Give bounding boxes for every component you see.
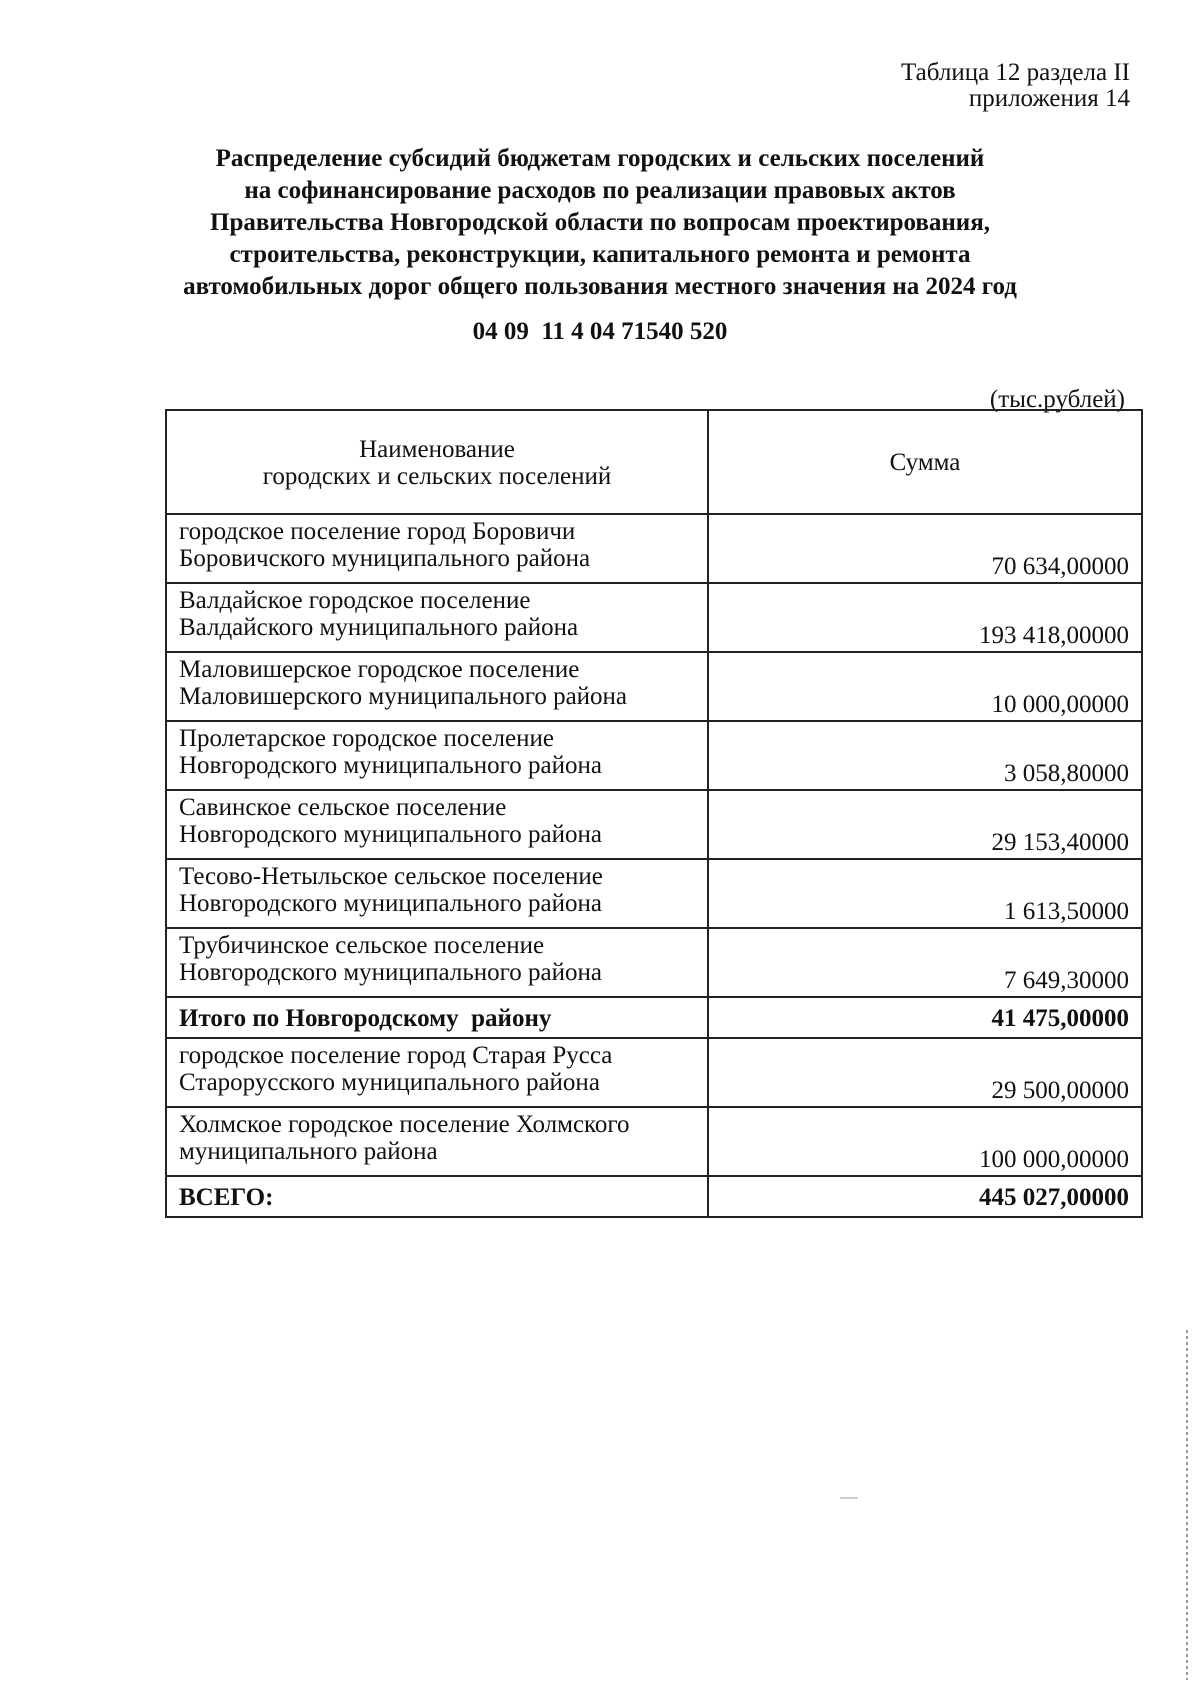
settlement-name-line2: Старорусского муниципального района <box>179 1069 600 1096</box>
settlement-sum: 193 418,00000 <box>708 583 1142 652</box>
settlement-name-line1: Валдайское городское поселение <box>179 587 531 614</box>
table-row <box>166 1038 1142 1107</box>
settlement-name-line1: Трубичинское сельское поселение <box>179 932 545 959</box>
subtotal-row <box>166 997 1142 1038</box>
table-row <box>166 721 1142 790</box>
subsidies-table <box>165 409 1143 1218</box>
settlement-sum: 10 000,00000 <box>708 652 1142 721</box>
settlement-name <box>166 928 708 997</box>
settlement-name-line2: Новгородского муниципального района <box>179 890 602 917</box>
settlement-name <box>166 721 708 790</box>
settlement-name <box>166 652 708 721</box>
subtotal-sum: 41 475,00000 <box>708 997 1142 1038</box>
settlement-name-line2: Новгородского муниципального района <box>179 821 602 848</box>
settlement-name <box>166 583 708 652</box>
settlement-name <box>166 1107 708 1176</box>
settlement-name-line1: городское поселение город Старая Русса <box>179 1042 613 1069</box>
table-row <box>166 790 1142 859</box>
grand-total-sum: 445 027,00000 <box>708 1176 1142 1217</box>
table-row <box>166 652 1142 721</box>
title-line1: Распределение субсидий бюджетам городских и сельских поселений <box>215 145 985 172</box>
settlement-name-line2: муниципального района <box>179 1138 438 1165</box>
settlement-name-line1: Пролетарское городское поселение <box>179 725 554 752</box>
table-reference <box>901 60 1130 112</box>
title-line5: автомобильных дорог общего пользования местного значения на 2024 год <box>183 273 1017 300</box>
settlement-name-line1: Холмское городское поселение Холмского <box>179 1111 630 1138</box>
column-header-name-line1: Наименование <box>359 435 515 463</box>
units-label: (тыс.рублей) <box>989 386 1125 413</box>
column-header-sum: Сумма <box>708 410 1142 514</box>
grand-total-row <box>166 1176 1142 1217</box>
settlement-sum: 70 634,00000 <box>708 514 1142 583</box>
table-header-row <box>166 410 1142 514</box>
settlement-sum: 7 649,30000 <box>708 928 1142 997</box>
settlement-sum: 3 058,80000 <box>708 721 1142 790</box>
column-header-name-line2: городских и сельских поселений <box>262 462 612 490</box>
grand-total-label: ВСЕГО: <box>166 1176 708 1217</box>
table-row <box>166 859 1142 928</box>
settlement-sum: 100 000,00000 <box>708 1107 1142 1176</box>
settlement-sum: 29 500,00000 <box>708 1038 1142 1107</box>
settlement-name-line2: Новгородского муниципального района <box>179 752 602 779</box>
column-header-name <box>166 410 708 514</box>
table-row <box>166 583 1142 652</box>
settlement-name <box>166 514 708 583</box>
settlement-sum: 1 613,50000 <box>708 859 1142 928</box>
table-row <box>166 514 1142 583</box>
settlement-name-line1: Маловишерское городское поселение <box>179 656 580 683</box>
title-line4: строительства, реконструкции, капитального ремонта и ремонта <box>229 241 971 268</box>
settlement-name-line2: Боровичского муниципального района <box>179 545 591 572</box>
table-row <box>166 928 1142 997</box>
settlement-name-line1: Тесово-Нетыльское сельское поселение <box>179 863 603 890</box>
title-line3: Правительства Новгородской области по вопросам проектирования, <box>210 209 990 236</box>
title-line2: на софинансирование расходов по реализации правовых актов <box>244 177 956 204</box>
settlement-name-line2: Новгородского муниципального района <box>179 959 602 986</box>
settlement-name-line1: городское поселение город Боровичи <box>179 518 576 545</box>
scan-edge-mark <box>1186 1330 1188 1680</box>
settlement-sum: 29 153,40000 <box>708 790 1142 859</box>
document-title <box>120 143 1080 303</box>
subtotal-label: Итого по Новгородскому району <box>166 997 708 1038</box>
settlement-name <box>166 859 708 928</box>
settlement-name <box>166 790 708 859</box>
table-reference-line1: Таблица 12 раздела II <box>901 59 1130 86</box>
settlement-name-line1: Савинское сельское поселение <box>179 794 507 821</box>
table-reference-line2: приложения 14 <box>968 85 1130 112</box>
scan-speck <box>840 1497 858 1499</box>
budget-code: 04 09 11 4 04 71540 520 <box>472 318 728 345</box>
table-row <box>166 1107 1142 1176</box>
settlement-name-line2: Валдайского муниципального района <box>179 614 579 641</box>
settlement-name <box>166 1038 708 1107</box>
settlement-name-line2: Маловишерского муниципального района <box>179 683 628 710</box>
